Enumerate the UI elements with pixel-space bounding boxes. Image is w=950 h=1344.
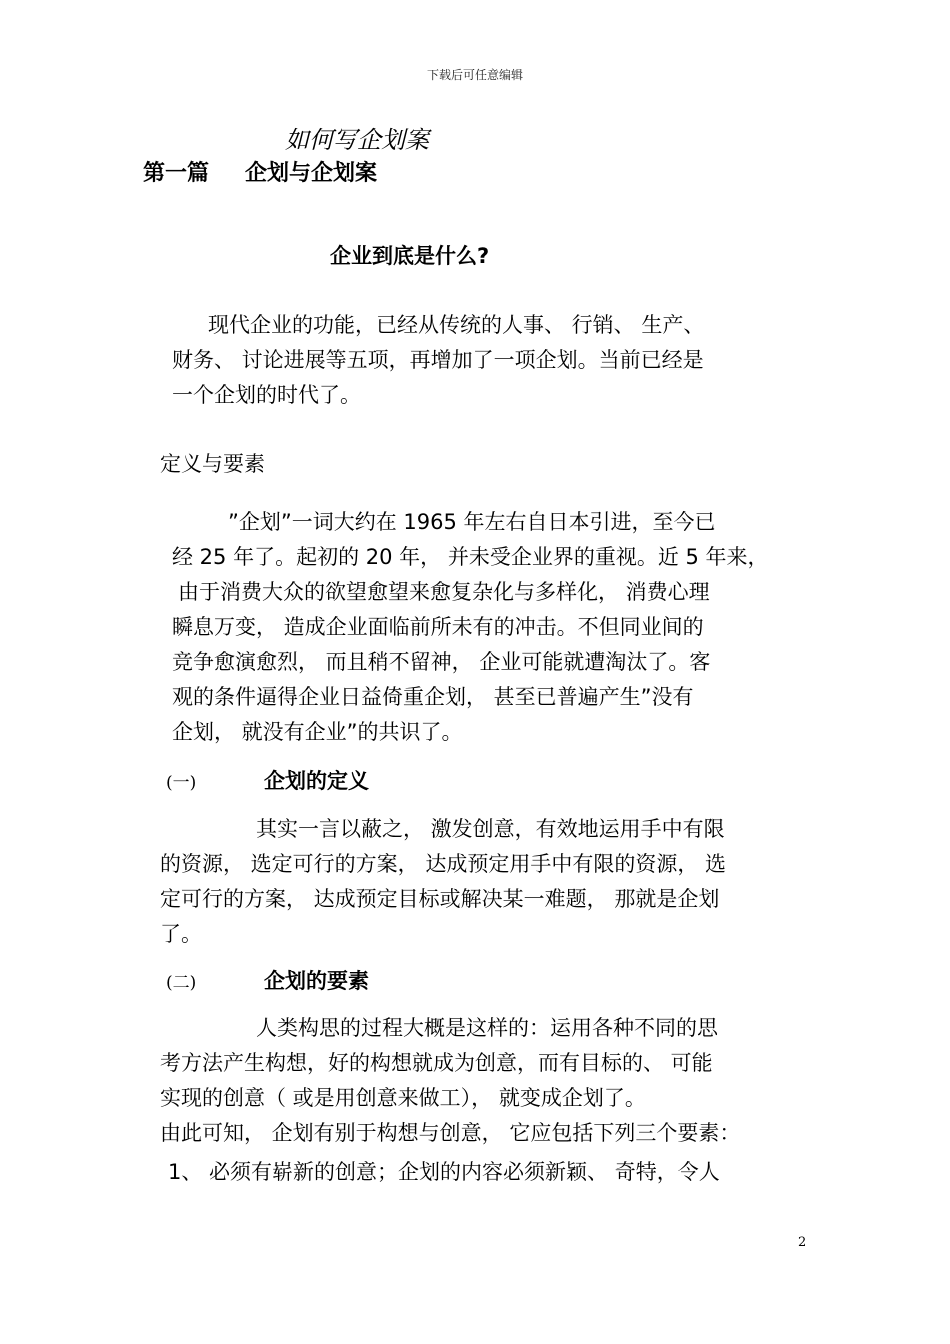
text-line: 经 25 年了。起初的 20 年， 并未受企业界的重视。近 5 年来， <box>172 545 769 569</box>
definition-heading: 定义与要素 <box>160 452 265 476</box>
subsection-title: 企划的要素 <box>264 969 369 993</box>
chapter-label: 第一篇 <box>143 161 210 186</box>
text-line: 竞争愈演愈烈， 而且稍不留神， 企业可能就遭淘汰了。客 <box>172 650 711 674</box>
text-line: 实现的创意（ 或是用创意来做工）， 就变成企划了。 <box>160 1086 646 1110</box>
page-number: 2 <box>798 1235 807 1250</box>
text-line: 瞬息万变， 造成企业面临前所未有的冲击。不但同业间的 <box>172 615 704 639</box>
text-line: ”企划”一词大约在 1965 年左右自日本引进，至今已 <box>228 510 716 534</box>
text-line: 了。 <box>160 922 202 946</box>
definition-body-paragraph <box>160 812 726 952</box>
section-title: 企业到底是什么? <box>330 244 490 268</box>
text-line: 其实一言以蔽之， 激发创意，有效地运用手中有限 <box>256 817 725 841</box>
text-line: 由此可知， 企划有别于构想与创意， 它应包括下列三个要素： <box>160 1121 741 1145</box>
document-title: 如何写企划案 <box>285 126 429 154</box>
definition-paragraph <box>172 505 769 750</box>
elements-body-paragraph <box>160 1011 740 1190</box>
text-line: 定可行的方案， 达成预定目标或解决某一难题， 那就是企划 <box>160 887 720 911</box>
subsection-heading-2 <box>166 965 369 995</box>
text-line: 观的条件逼得企业日益倚重企划， 甚至已普遍产生”没有 <box>172 685 694 709</box>
text-line: 由于消费大众的欲望愈望来愈复杂化与多样化， 消费心理 <box>178 580 710 604</box>
subsection-title: 企划的定义 <box>264 769 369 793</box>
text-line: 现代企业的功能，已经从传统的人事、 行销、 生产、 <box>208 313 705 337</box>
list-item: 1、 必须有崭新的创意；企划的内容必须新颖、 奇特，令人 <box>168 1160 720 1184</box>
page-header: 下载后可任意编辑 <box>426 68 523 82</box>
text-line: 人类构思的过程大概是这样的：运用各种不同的思 <box>256 1016 718 1040</box>
chapter-title: 企划与企划案 <box>245 161 378 186</box>
subsection-number: (一) <box>166 773 197 793</box>
text-line: 考方法产生构想，好的构想就成为创意，而有目标的、 可能 <box>160 1051 713 1075</box>
text-line: 一个企划的时代了。 <box>172 383 361 407</box>
intro-paragraph <box>172 308 704 413</box>
subsection-number: (二) <box>166 973 197 993</box>
subsection-heading-1 <box>166 765 369 795</box>
chapter-heading <box>143 156 377 187</box>
text-line: 财务、 讨论进展等五项，再增加了一项企划。当前已经是 <box>172 348 704 372</box>
text-line: 企划， 就没有企业”的共识了。 <box>172 720 463 744</box>
text-line: 的资源， 选定可行的方案， 达成预定用手中有限的资源， 选 <box>160 852 727 876</box>
